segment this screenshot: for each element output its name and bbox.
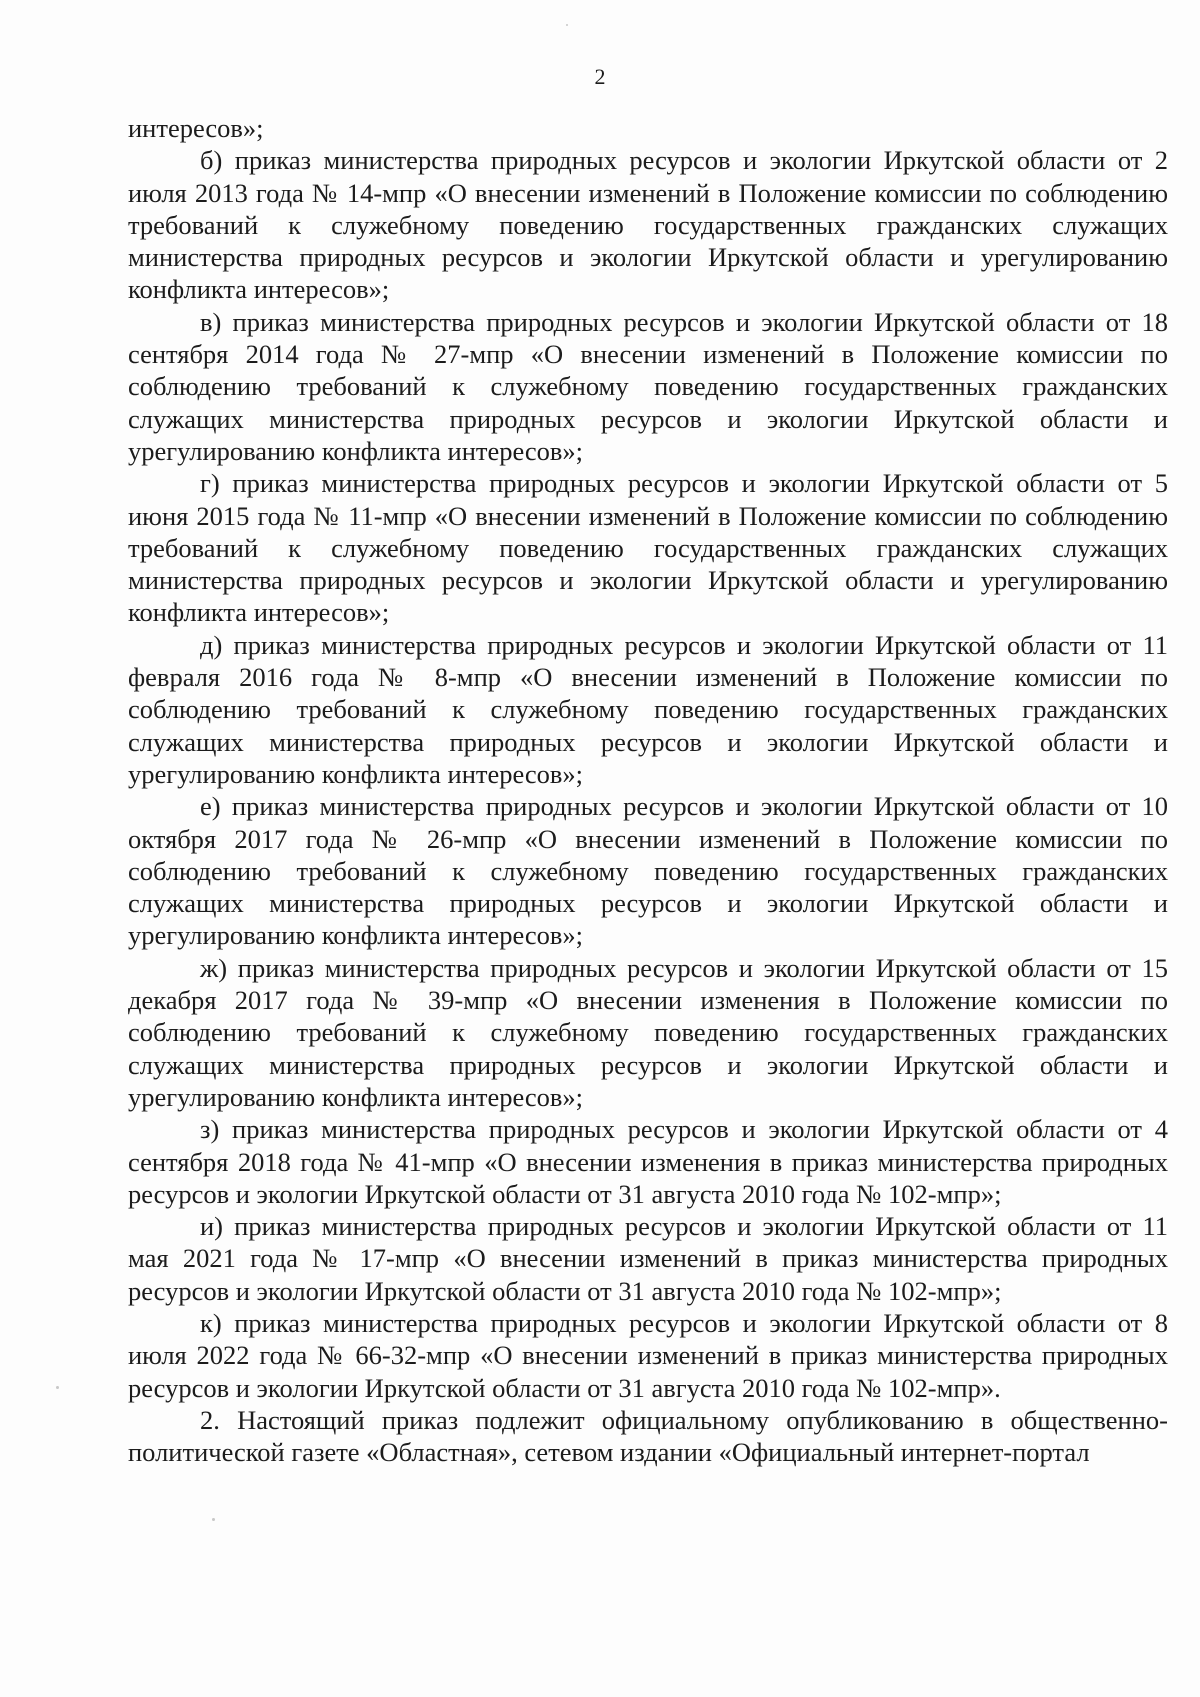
scan-speck [212,1518,215,1521]
closing-paragraph: 2. Настоящий приказ подлежит официальному опубликованию в общественно-политической газете «Областная», сетевом издании «Официальный интернет-портал [128,1404,1168,1468]
list-item-d: д) приказ министерства природных ресурсов и экологии Иркутской области от 11 февраля 2016 года № 8-мпр «О внесении изменений в Положение комиссии по соблюдению требований к служебному поведению государственных гражданских служащих министерства природных ресурсов и экологии Иркутской области и урегулированию конфликта интересов»; [128,629,1168,789]
list-item-g: г) приказ министерства природных ресурсов и экологии Иркутской области от 5 июня 2015 года № 11-мпр «О внесении изменений в Положение комиссии по соблюдению требований к служебному поведению государственных гражданских служащих министерства природных ресурсов и экологии Иркутской области и урегулированию конфликта интересов»; [128,468,1168,628]
scan-speck [56,1386,59,1389]
list-item-b: б) приказ министерства природных ресурсов и экологии Иркутской области от 2 июля 2013 года № 14-мпр «О внесении изменений в Положение комиссии по соблюдению требований к служебному поведению государственных гражданских служащих министерства природных ресурсов и экологии Иркутской области и урегулированию конфликта интересов»; [128,145,1168,305]
scan-speck [566,24,568,26]
page-number: 2 [594,64,606,89]
list-item-zh: ж) приказ министерства природных ресурсов и экологии Иркутской области от 15 декабря 2017 года № 39-мпр «О внесении изменения в Положение комиссии по соблюдению требований к служебному поведению государственных гражданских служащих министерства природных ресурсов и экологии Иркутской области и урегулированию конфликта интересов»; [128,952,1168,1112]
continued-fragment: интересов»; [128,113,264,143]
list-item-v: в) приказ министерства природных ресурсов и экологии Иркутской области от 18 сентября 2014 года № 27-мпр «О внесении изменений в Положение комиссии по соблюдению требований к служебному поведению государственных гражданских служащих министерства природных ресурсов и экологии Иркутской области и урегулированию конфликта интересов»; [128,306,1168,466]
list-item-i: и) приказ министерства природных ресурсов и экологии Иркутской области от 11 мая 2021 года № 17-мпр «О внесении изменений в приказ министерства природных ресурсов и экологии Иркутской области от 31 августа 2010 года № 102-мпр»; [128,1211,1168,1306]
list-item-z: з) приказ министерства природных ресурсов и экологии Иркутской области от 4 сентября 2018 года № 41-мпр «О внесении изменения в приказ министерства природных ресурсов и экологии Иркутской области от 31 августа 2010 года № 102-мпр»; [128,1114,1168,1209]
list-item-e: е) приказ министерства природных ресурсов и экологии Иркутской области от 10 октября 2017 года № 26-мпр «О внесении изменений в Положение комиссии по соблюдению требований к служебному поведению государственных гражданских служащих министерства природных ресурсов и экологии Иркутской области и урегулированию конфликта интересов»; [128,791,1168,951]
document-body [128,112,1168,1468]
list-item-k: к) приказ министерства природных ресурсов и экологии Иркутской области от 8 июля 2022 года № 66-32-мпр «О внесении изменений в приказ министерства природных ресурсов и экологии Иркутской области от 31 августа 2010 года № 102-мпр». [128,1307,1168,1403]
